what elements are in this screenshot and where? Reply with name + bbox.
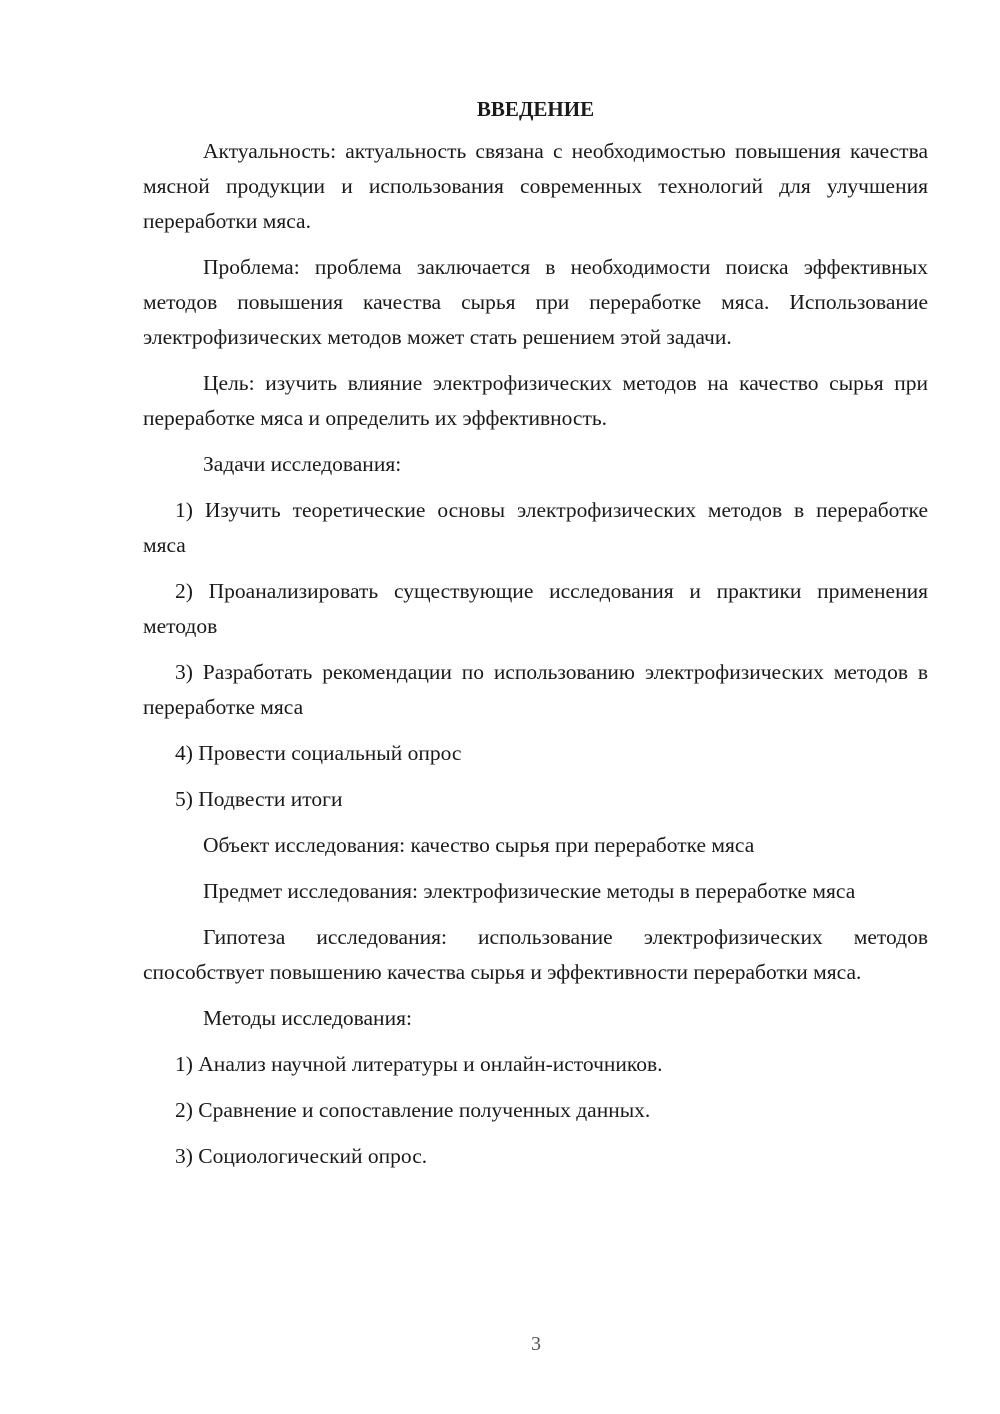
task-item: 2) Проанализировать существующие исследования и практики применения методов: [143, 579, 928, 638]
method-item: 3) Социологический опрос.: [175, 1144, 428, 1168]
task-item: 3) Разработать рекомендации по использованию электрофизических методов в переработке мяса: [143, 660, 928, 719]
subject-paragraph: Предмет исследования: электрофизические методы в переработке мяса: [203, 879, 856, 903]
task-item: 4) Провести социальный опрос: [175, 741, 462, 765]
page-content: [143, 92, 928, 1185]
method-item: 1) Анализ научной литературы и онлайн-источников.: [175, 1052, 663, 1076]
object-paragraph: Объект исследования: качество сырья при переработке мяса: [203, 833, 755, 857]
goal-paragraph: Цель: изучить влияние электрофизических методов на качество сырья при переработке мяса и определить их эффективность.: [143, 371, 928, 430]
tasks-heading: Задачи исследования:: [203, 452, 402, 476]
methods-heading: Методы исследования:: [203, 1006, 412, 1030]
page-number: 3: [531, 1333, 541, 1355]
task-item: 5) Подвести итоги: [175, 787, 343, 811]
method-item: 2) Сравнение и сопоставление полученных данных.: [175, 1098, 651, 1122]
problem-paragraph: Проблема: проблема заключается в необходимости поиска эффективных методов повышения качества сырья при переработке мяса. Использование электрофизических методов может стать решением этой задачи.: [143, 255, 928, 349]
page-title: ВВЕДЕНИЕ: [476, 97, 595, 121]
task-item: 1) Изучить теоретические основы электрофизических методов в переработке мяса: [143, 498, 928, 557]
hypothesis-paragraph: Гипотеза исследования: использование электрофизических методов способствует повышению качества сырья и эффективности переработки мяса.: [143, 925, 928, 984]
relevance-paragraph: Актуальность: актуальность связана с необходимостью повышения качества мясной продукции и использования современных технологий для улучшения переработки мяса.: [143, 139, 928, 233]
